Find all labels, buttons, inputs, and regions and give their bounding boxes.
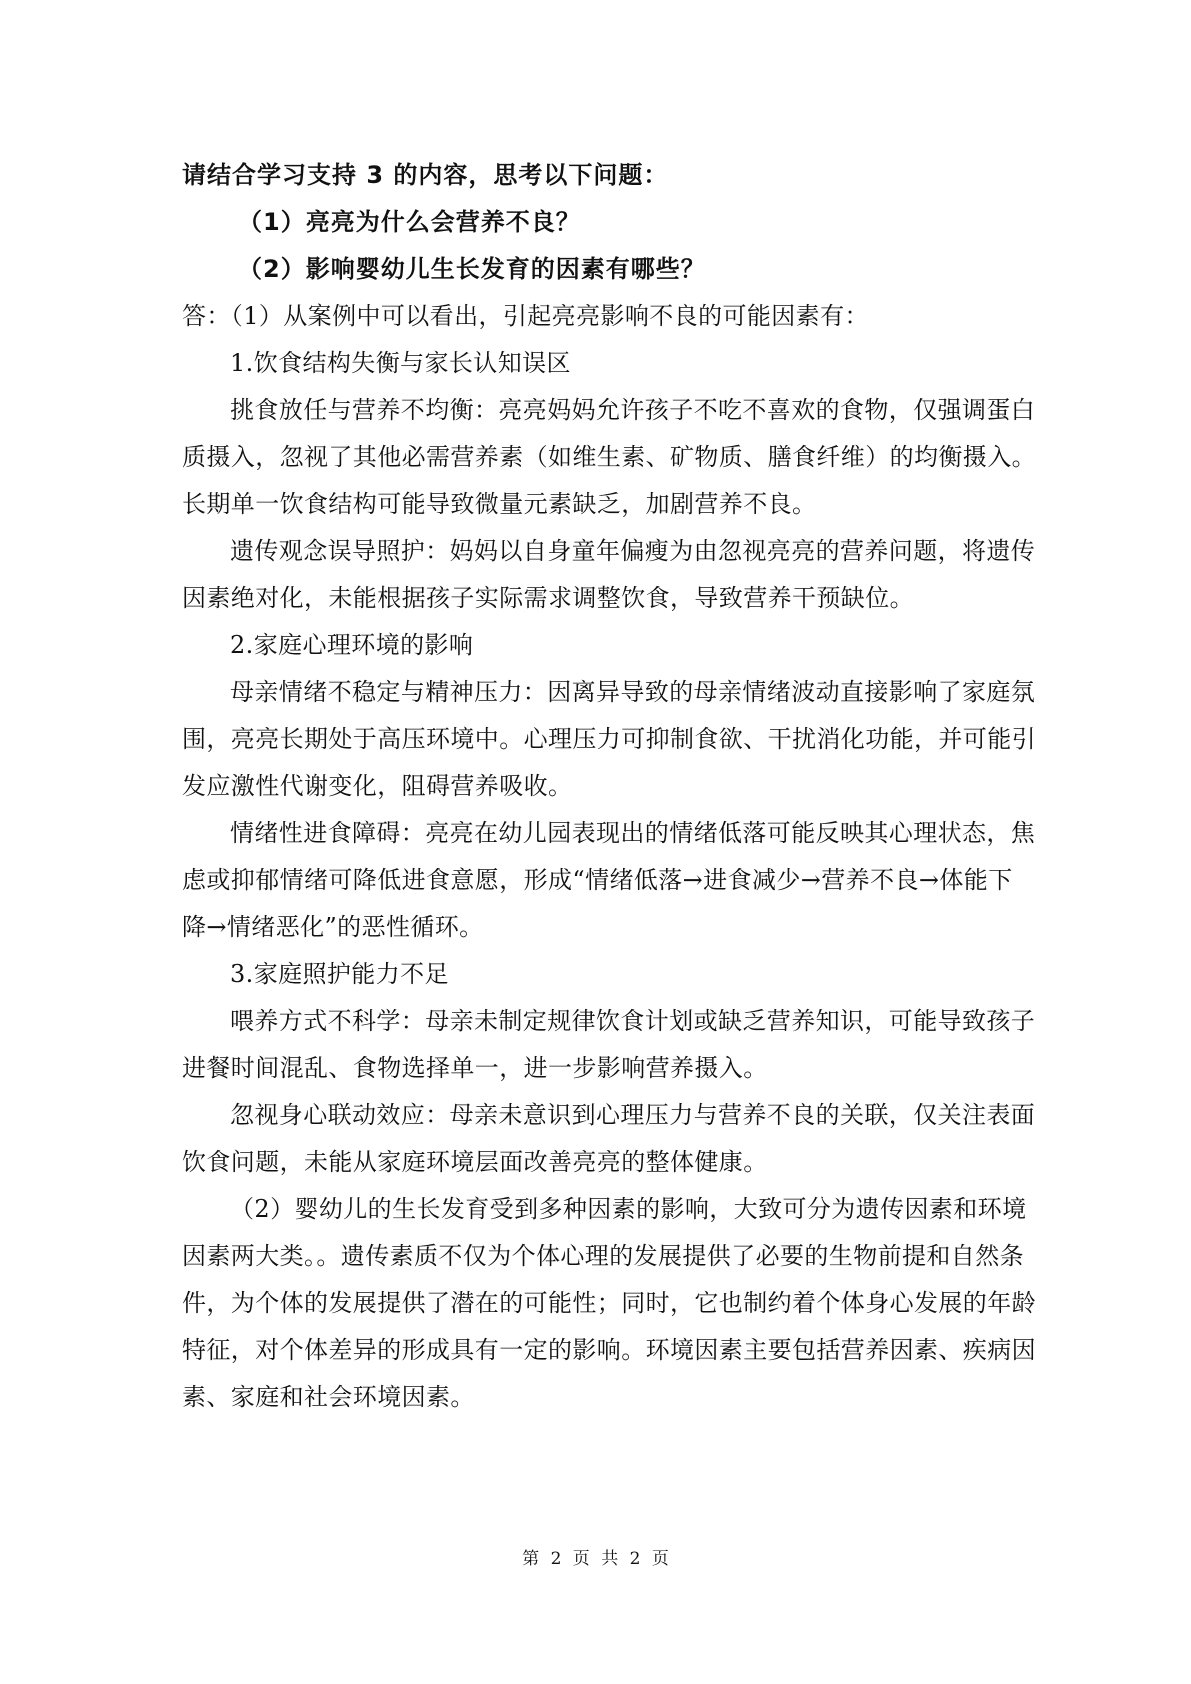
- paragraph-line: 质摄入，忽视了其他必需营养素（如维生素、矿物质、膳食纤维）的均衡摄入。: [182, 443, 1036, 471]
- paragraph-line: 降→情绪恶化”的恶性循环。: [182, 913, 484, 941]
- paragraph-line: 母亲情绪不稳定与精神压力：因离异导致的母亲情绪波动直接影响了家庭氛: [230, 678, 1036, 706]
- paragraph-line: 饮食问题，未能从家庭环境层面改善亮亮的整体健康。: [182, 1148, 768, 1176]
- paragraph-line: 因素两大类。。遗传素质不仅为个体心理的发展提供了必要的生物前提和自然条: [182, 1242, 1024, 1270]
- paragraph-line: 遗传观念误导照护：妈妈以自身童年偏瘦为由忽视亮亮的营养问题，将遗传: [230, 537, 1036, 565]
- paragraph-line: 素、家庭和社会环境因素。: [182, 1383, 475, 1411]
- paragraph-line: 发应激性代谢变化，阻碍营养吸收。: [182, 772, 573, 800]
- section-heading-2: 2.家庭心理环境的影响: [230, 631, 474, 659]
- question-2: （2）影响婴幼儿生长发育的因素有哪些？: [238, 255, 706, 283]
- paragraph-line: 情绪性进食障碍：亮亮在幼儿园表现出的情绪低落可能反映其心理状态，焦: [230, 819, 1036, 847]
- section-heading-1: 1.饮食结构失衡与家长认知误区: [230, 349, 571, 377]
- prompt-heading: 请结合学习支持 3 的内容，思考以下问题：: [182, 161, 669, 189]
- paragraph-line: 特征，对个体差异的形成具有一定的影响。环境因素主要包括营养因素、疾病因: [182, 1336, 1036, 1364]
- document-body: [182, 152, 1036, 1421]
- page-number-footer: 第 2 页 共 2 页: [522, 1549, 669, 1569]
- paragraph-line: 虑或抑郁情绪可降低进食意愿，形成“情绪低落→进食减少→营养不良→体能下: [182, 866, 1013, 894]
- answer-2-line: （2）婴幼儿的生长发育受到多种因素的影响，大致可分为遗传因素和环境: [230, 1195, 1027, 1223]
- question-1: （1）亮亮为什么会营养不良？: [238, 208, 581, 236]
- paragraph-line: 围，亮亮长期处于高压环境中。心理压力可抑制食欲、干扰消化功能，并可能引: [182, 725, 1036, 753]
- paragraph-line: 喂养方式不科学：母亲未制定规律饮食计划或缺乏营养知识，可能导致孩子: [230, 1007, 1036, 1035]
- paragraph-line: 挑食放任与营养不均衡：亮亮妈妈允许孩子不吃不喜欢的食物，仅强调蛋白: [230, 396, 1036, 424]
- section-heading-3: 3.家庭照护能力不足: [230, 960, 449, 988]
- answer-intro: 答：（1）从案例中可以看出，引起亮亮影响不良的可能因素有：: [182, 302, 869, 330]
- paragraph-line: 忽视身心联动效应：母亲未意识到心理压力与营养不良的关联，仅关注表面: [230, 1101, 1036, 1129]
- paragraph-line: 因素绝对化，未能根据孩子实际需求调整饮食，导致营养干预缺位。: [182, 584, 914, 612]
- paragraph-line: 长期单一饮食结构可能导致微量元素缺乏，加剧营养不良。: [182, 490, 817, 518]
- paragraph-line: 件，为个体的发展提供了潜在的可能性；同时，它也制约着个体身心发展的年龄: [182, 1289, 1036, 1317]
- paragraph-line: 进餐时间混乱、食物选择单一，进一步影响营养摄入。: [182, 1054, 768, 1082]
